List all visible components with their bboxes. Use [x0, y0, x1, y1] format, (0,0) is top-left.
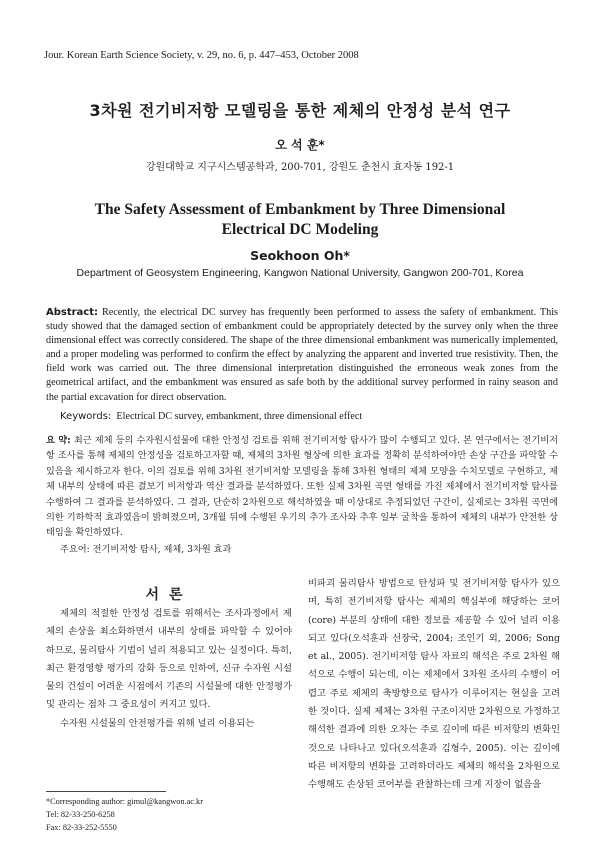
korean-abstract — [46, 433, 558, 541]
footnote-divider — [46, 791, 166, 792]
english-abstract — [46, 306, 558, 405]
english-title — [40, 200, 560, 240]
body-left-column — [46, 605, 292, 733]
abstract-label: Abstract: — [46, 307, 99, 318]
english-title-line-2: Electrical DC Modeling — [221, 221, 379, 238]
english-keywords — [60, 411, 560, 422]
fax: Fax: 82-33-252-5550 — [46, 823, 117, 832]
footnote — [46, 795, 203, 834]
korean-affiliation: 강원대학교 지구시스템공학과, 200-701, 강원도 춘천시 효자동 192-1 — [145, 162, 455, 173]
korean-keywords-text: 전기비저항 탐사, 제체, 3차원 효과 — [92, 544, 232, 555]
korean-abstract-label: 요 약: — [46, 435, 71, 446]
english-title-line-1: The Safety Assessment of Embankment by Three Dimensional — [94, 201, 506, 218]
body-right-column: 비파괴 물리탐사 방법으로 탄성파 및 전기비저항 탐사가 있으며, 특히 전기비저항 탐사는 제체의 핵심부에 해당하는 코어(core) 부분의 상태에 대한 정보를 제공할 수 있어 널리 이용되고 있다(오석훈과 선장국, 2004; 조인기 외, 2006; Song et al., 2005). 전기비저항 탐사 자료의 해석은 주로 2차원 해석으로 수행이 되는데, 이는 제체에서 3차원 조사의 수행이 어렵고 주로 제체의 축방향으로 탐사가 이루어지는 현실을 고려한 것이다. 실제 제체는 3차원 구조이지만 2차원으로 가정하고 해석한 결과에 의한 오차는 주로 깊이에 따른 비저항의 변화인 것으로 나타나고 있다(오석훈과 김형수, 2005). 이는 깊이에 따른 비저항의 변화를 고려하더라도 제체의 해석을 2차원으로 수행해도 손상된 코어부를 관찰하는데 크게 지장이 없음을 — [308, 578, 560, 791]
left-paragraph-2: 수자원 시설물의 안전평가를 위해 널리 이용되는 — [60, 717, 255, 729]
korean-keywords — [60, 541, 560, 555]
journal-reference: Jour. Korean Earth Science Society, v. 29, no. 6, p. 447–453, October 2008 — [44, 50, 359, 61]
keywords-text: Electrical DC survey, embankment, three dimensional effect — [116, 411, 363, 422]
left-paragraph-1: 제체의 적절한 안정성 검토를 위해서는 조사과정에서 제체의 손상을 최소화하면서 내부의 상태를 파악할 수 있어야 하므로, 물리탐사 기법이 널리 적용되고 있는 실정이다. 특히, 최근 환경영향 평가의 강화 등으로 인하여, 신규 수자원 시설물의 건설이 어려운 시점에서 기존의 시설물에 대한 안정평가 및 관리는 점차 그 중요성이 커지고 있다. — [46, 608, 292, 711]
keywords-label: Keywords: — [60, 411, 112, 422]
corresponding-author: *Corresponding author: gimul@kangwon.ac.kr — [46, 797, 203, 806]
english-author: Seokhoon Oh* — [250, 248, 350, 263]
korean-abstract-text: 최근 제체 등의 수자원시설물에 대한 안정성 검토를 위해 전기비저항 탐사가 많이 수행되고 있다. 본 연구에서는 전기비저항 조사를 통해 제체의 안정성을 검토하고자할 때, 제체의 3차원 형상에 의한 효과를 정확히 분석하여야만 손상 구간을 파악할 수 있음을 제시하고자 한다. 이의 검토를 위해 3차원 전기비저항 모델링을 통해 3차원 형태의 제체 모양을 수치모델로 구현하고, 제체 내부의 상태에 따른 겴보기 비저항과 역산 결과를 분석하였다. 또한 실제 3차원 곡면 형태를 가진 제체에서 전기비저항 탐사를 수행하여 그 결과를 분석하였다. 그 결과, 단순히 2차원으로 해석하였을 때 이상대로 추정되었던 구간이, 실제로는 3차원 곡면에 의한 기하학적 효과였음이 밝혀졌으며, 3개월 뒤에 수행된 우기의 추가 조사와 추후 일부 굴착을 통하여 제체의 내부가 안전한 상태임을 확인하였다. — [46, 435, 559, 539]
korean-keywords-label: 주요어: — [60, 544, 90, 555]
section-heading-introduction: 서론 — [145, 587, 193, 603]
english-affiliation: Department of Geosystem Engineering, Kangwon National University, Gangwon 200-701, Korea — [76, 267, 524, 279]
korean-title: 3차원 전기비저항 모델링을 통한 제체의 안정성 분석 연구 — [89, 101, 511, 120]
korean-author: 오 석 훈* — [275, 138, 325, 152]
abstract-text: Recently, the electrical DC survey has frequently been performed to assess the safety of embankment. This study showed that the damaged section of embankment could be appropriately detected by the survey only when the three dimensional effect was correctly considered. The shape of the three dimensional embankment was numerically implemented, and a proper modeling was performed to confirm the effect by analyzing the apparent and inverted true resistivity. Then, the field work was carried out. The three dimensional interpretation distinguished the erroneous weak zones from the geometrical artifact, and the embankment was ensured as safe both by the additional survey performed in rainy season and the partial excavation for direct observation. — [46, 307, 559, 403]
telephone: Tel: 82-33-250-6258 — [46, 810, 115, 819]
